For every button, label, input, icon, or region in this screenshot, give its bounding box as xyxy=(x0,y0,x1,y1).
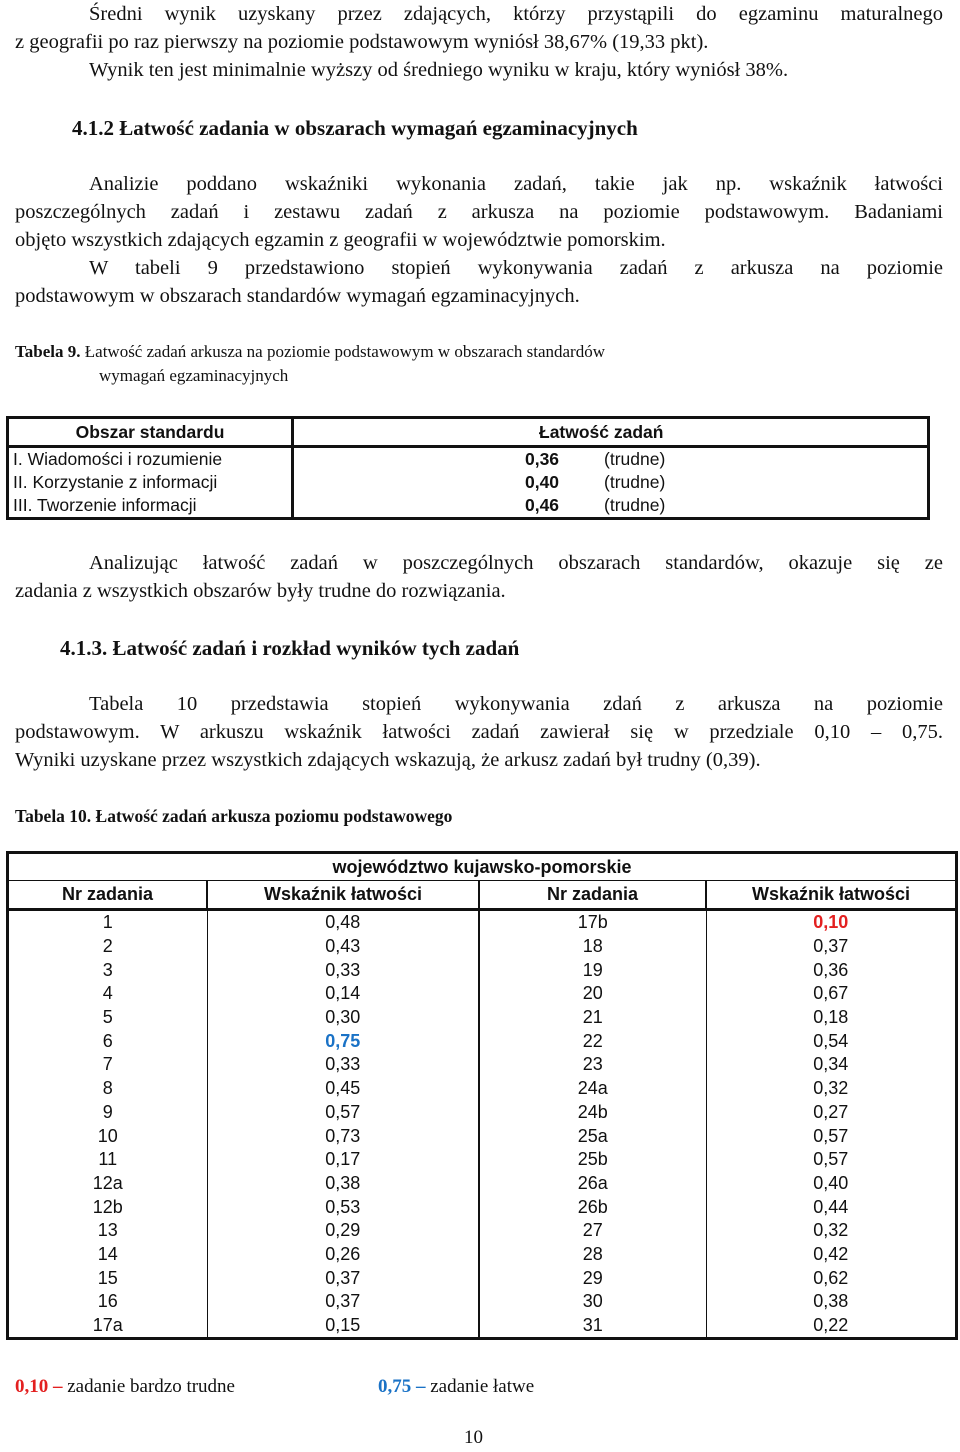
table10-task-number: 26b xyxy=(479,1195,706,1219)
table10-task-number: 13 xyxy=(8,1219,208,1243)
table10-task-number: 10 xyxy=(8,1124,208,1148)
table10-ease-index: 0,37 xyxy=(207,1266,479,1290)
table9-caption xyxy=(15,340,605,388)
table10-ease-index: 0,27 xyxy=(813,1101,849,1122)
table10-task-number: 15 xyxy=(8,1266,208,1290)
section-412-p2-line-1: W tabeli 9 przedstawiono stopień wykonywania zadań z arkusza na poziomie xyxy=(89,257,943,279)
table10-task-number: 18 xyxy=(479,935,706,959)
table-row xyxy=(8,1148,957,1172)
intro-line-1: Średni wynik uzyskany przez zdających, którzy przystąpili do egzaminu maturalnego xyxy=(89,3,943,25)
table-row xyxy=(8,1290,957,1314)
table9-ease-cell xyxy=(293,447,929,472)
table10-task-number: 19 xyxy=(479,958,706,982)
table10-ease-index: 0,37 xyxy=(813,936,849,957)
table10-ease-index: 0,26 xyxy=(207,1243,479,1267)
table9-note: (trudne) xyxy=(604,472,666,492)
section-413-line-1: Tabela 10 przedstawia stopień wykonywania zdań z arkusza na poziomie xyxy=(89,693,943,715)
table10-task-number: 31 xyxy=(479,1314,706,1339)
table10-task-number: 24b xyxy=(479,1101,706,1125)
table10-task-number: 28 xyxy=(479,1243,706,1267)
table10-task-number: 2 xyxy=(8,935,208,959)
section-413-heading: 4.1.3. Łatwość zadań i rozkład wyników tych zadań xyxy=(60,636,520,660)
table9-note: (trudne) xyxy=(604,495,666,515)
legend-dash: – xyxy=(53,1376,63,1397)
table9-note: (trudne) xyxy=(604,449,666,469)
table-row xyxy=(8,1314,957,1339)
table-row xyxy=(8,1077,957,1101)
table10-task-number: 26a xyxy=(479,1172,706,1196)
table10-ease-index: 0,17 xyxy=(207,1148,479,1172)
intro-line-2: z geografii po raz pierwszy na poziomie podstawowym wyniósł 38,67% (19,33 pkt). xyxy=(15,31,709,53)
page-number: 10 xyxy=(464,1427,483,1448)
table-row xyxy=(8,1266,957,1290)
table10-task-number: 17b xyxy=(479,910,706,935)
legend-dash: – xyxy=(416,1376,426,1397)
table-row xyxy=(8,1219,957,1243)
section-412-paragraph-1 xyxy=(15,170,943,254)
table10-task-number: 3 xyxy=(8,958,208,982)
table10-region: województwo kujawsko-pomorskie xyxy=(8,853,957,881)
table10-ease-index: 0,30 xyxy=(207,1006,479,1030)
table10-ease-index: 0,54 xyxy=(813,1030,849,1051)
table10-ease-index: 0,73 xyxy=(207,1124,479,1148)
table10-task-number: 30 xyxy=(479,1290,706,1314)
table-row xyxy=(8,1124,957,1148)
table10-ease-index: 0,43 xyxy=(207,935,479,959)
intro-line-3: Wynik ten jest minimalnie wyższy od średniego wyniku w kraju, który wyniósł 38%. xyxy=(89,59,789,81)
table10-ease-index: 0,10 xyxy=(813,912,849,933)
table10-task-number: 25b xyxy=(479,1148,706,1172)
table10-ease-index: 0,57 xyxy=(813,1149,849,1170)
table10 xyxy=(6,851,958,1340)
table10-ease-index: 0,44 xyxy=(813,1196,849,1217)
legend-easy xyxy=(378,1373,534,1401)
table-row xyxy=(8,1172,957,1196)
table-row xyxy=(8,1101,957,1125)
section-412-paragraph-2 xyxy=(15,254,943,310)
table-row xyxy=(8,1053,957,1077)
table10-task-number: 9 xyxy=(8,1101,208,1125)
table10-ease-index: 0,34 xyxy=(813,1054,849,1075)
table10-task-number: 22 xyxy=(479,1029,706,1053)
intro-paragraph xyxy=(15,0,943,84)
table10-ease-index: 0,37 xyxy=(207,1290,479,1314)
section-412-p1-line-3: objęto wszystkich zdających egzamin z geografii w województwie pomorskim. xyxy=(15,229,666,251)
table10-task-number: 17a xyxy=(8,1314,208,1339)
table10-ease-index: 0,33 xyxy=(207,958,479,982)
legend-hard-label: zadanie bardzo trudne xyxy=(67,1376,235,1397)
table10-task-number: 25a xyxy=(479,1124,706,1148)
table10-ease-index: 0,36 xyxy=(813,959,849,980)
table10-ease-index: 0,57 xyxy=(813,1125,849,1146)
table9-value: 0,40 xyxy=(524,472,560,492)
table10-caption: Tabela 10. Łatwość zadań arkusza poziomu podstawowego xyxy=(15,806,453,826)
table10-ease-index: 0,45 xyxy=(207,1077,479,1101)
table10-ease-index: 0,57 xyxy=(207,1101,479,1125)
table9-ease-cell xyxy=(293,494,929,519)
analysis-line-2: zadania z wszystkich obszarów były trudne do rozwiązania. xyxy=(15,580,506,602)
table10-ease-index: 0,42 xyxy=(813,1243,849,1264)
table-row xyxy=(8,1029,957,1053)
table9 xyxy=(6,416,930,520)
table10-task-number: 1 xyxy=(8,910,208,935)
table10-ease-index: 0,29 xyxy=(207,1219,479,1243)
table10-task-number: 11 xyxy=(8,1148,208,1172)
table9-area: I. Wiadomości i rozumienie xyxy=(8,447,293,472)
section-412-heading: 4.1.2 Łatwość zadania w obszarach wymagań egzaminacyjnych xyxy=(72,116,638,140)
table10-ease-index: 0,22 xyxy=(813,1315,849,1336)
table10-ease-index: 0,15 xyxy=(207,1314,479,1339)
table9-ease-cell xyxy=(293,471,929,494)
table10-task-number: 4 xyxy=(8,982,208,1006)
table10-region-row xyxy=(8,853,957,881)
table9-area: II. Korzystanie z informacji xyxy=(8,471,293,494)
table-row xyxy=(8,494,929,519)
table10-header-row xyxy=(8,881,957,910)
table-row xyxy=(8,982,957,1006)
table10-task-number: 12a xyxy=(8,1172,208,1196)
table10-ease-index: 0,32 xyxy=(813,1220,849,1241)
table10-task-number: 20 xyxy=(479,982,706,1006)
table10-header-task: Nr zadania xyxy=(8,881,208,910)
table10-task-number: 12b xyxy=(8,1195,208,1219)
table10-task-number: 5 xyxy=(8,1006,208,1030)
table10-task-number: 6 xyxy=(8,1029,208,1053)
table9-header-area: Obszar standardu xyxy=(8,418,293,447)
table10-ease-index: 0,38 xyxy=(207,1172,479,1196)
table9-header-row xyxy=(8,418,929,447)
legend-easy-label: zadanie łatwe xyxy=(430,1376,535,1397)
table-row xyxy=(8,1006,957,1030)
table9-caption-label: Tabela 9. xyxy=(15,342,81,361)
table-row xyxy=(8,958,957,982)
table10-task-number: 21 xyxy=(479,1006,706,1030)
table10-ease-index: 0,67 xyxy=(813,983,849,1004)
table9-value: 0,36 xyxy=(524,449,560,469)
table10-ease-index: 0,48 xyxy=(207,910,479,935)
section-413-line-2: podstawowym. W arkuszu wskaźnik łatwości zadań zawierał się w przedziale 0,10 – 0,75. xyxy=(15,721,943,743)
legend-hard-value: 0,10 xyxy=(15,1376,49,1397)
table-row xyxy=(8,471,929,494)
table-row xyxy=(8,1243,957,1267)
table9-value: 0,46 xyxy=(524,495,560,515)
table-row xyxy=(8,910,957,935)
table9-caption-line-1: Łatwość zadań arkusza na poziomie podstawowym w obszarach standardów xyxy=(80,342,605,361)
table10-header-index: Wskaźnik łatwości xyxy=(706,881,957,910)
table10-task-number: 29 xyxy=(479,1266,706,1290)
table10-body xyxy=(8,910,957,1339)
table10-header-task: Nr zadania xyxy=(479,881,706,910)
table10-header-index: Wskaźnik łatwości xyxy=(207,881,479,910)
table-row xyxy=(8,1195,957,1219)
table10-ease-index: 0,53 xyxy=(207,1195,479,1219)
section-412-p2-line-2: podstawowym w obszarach standardów wymagań egzaminacyjnych. xyxy=(15,285,580,307)
table10-task-number: 24a xyxy=(479,1077,706,1101)
table10-ease-index: 0,62 xyxy=(813,1267,849,1288)
table10-ease-index: 0,18 xyxy=(813,1007,849,1028)
table10-ease-index: 0,32 xyxy=(813,1078,849,1099)
table10-task-number: 8 xyxy=(8,1077,208,1101)
section-413-paragraph xyxy=(15,690,943,774)
table10-task-number: 14 xyxy=(8,1243,208,1267)
analysis-paragraph xyxy=(15,549,943,605)
table10-task-number: 16 xyxy=(8,1290,208,1314)
table9-header-ease: Łatwość zadań xyxy=(293,418,929,447)
table9-caption-line-2: wymagań egzaminacyjnych xyxy=(99,366,289,385)
analysis-line-1: Analizując łatwość zadań w poszczególnych obszarach standardów, okazuje się ze xyxy=(89,552,943,574)
section-412-p1-line-1: Analizie poddano wskaźniki wykonania zadań, takie jak np. wskaźnik łatwości xyxy=(89,173,943,195)
table10-ease-index: 0,40 xyxy=(813,1172,849,1193)
table-row xyxy=(8,935,957,959)
table10-ease-index: 0,33 xyxy=(207,1053,479,1077)
section-412-p1-line-2: poszczególnych zadań i zestawu zadań z arkusza na poziomie podstawowym. Badaniami xyxy=(15,201,943,223)
table10-task-number: 7 xyxy=(8,1053,208,1077)
table10-task-number: 23 xyxy=(479,1053,706,1077)
table10-task-number: 27 xyxy=(479,1219,706,1243)
table9-area: III. Tworzenie informacji xyxy=(8,494,293,519)
table-row xyxy=(8,447,929,472)
table10-ease-index: 0,14 xyxy=(207,982,479,1006)
section-413-line-3: Wyniki uzyskane przez wszystkich zdających wskazują, że arkusz zadań był trudny (0,39). xyxy=(15,749,761,771)
table10-ease-index: 0,38 xyxy=(813,1291,849,1312)
table10-ease-index: 0,75 xyxy=(207,1029,479,1053)
legend-easy-value: 0,75 xyxy=(378,1376,412,1397)
legend-hard xyxy=(15,1373,235,1401)
